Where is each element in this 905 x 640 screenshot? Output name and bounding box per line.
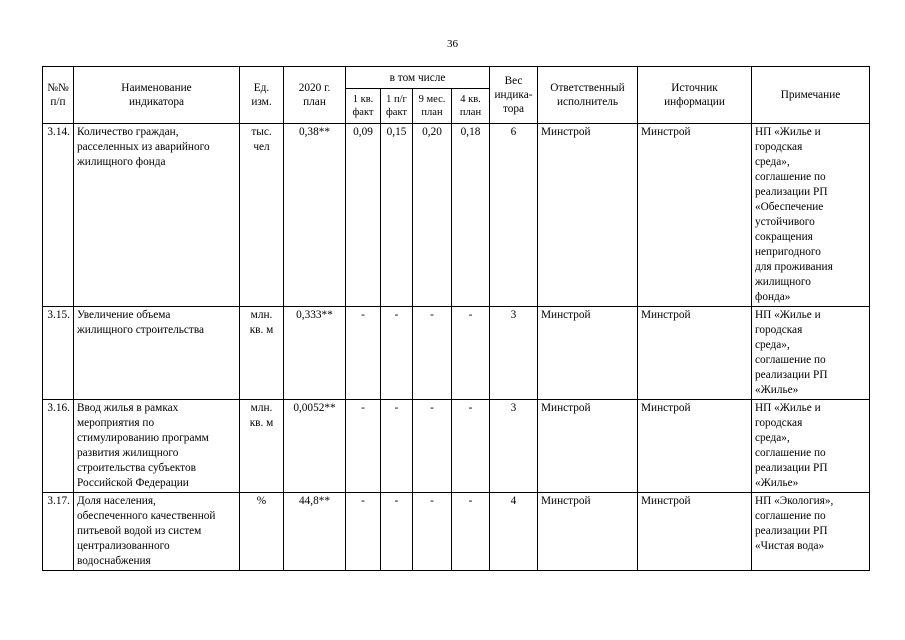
row-num: 3.16. — [43, 400, 74, 493]
header-q4: 4 кв. план — [452, 89, 490, 124]
row-responsible: Минстрой — [538, 400, 638, 493]
row-source: Минстрой — [638, 307, 752, 400]
row-num: 3.15. — [43, 307, 74, 400]
row-note: НП «Жилье и городская среда», соглашение по реализации РП «Жилье» — [752, 400, 870, 493]
row-responsible: Минстрой — [538, 493, 638, 571]
table-row — [43, 124, 870, 307]
row-plan: 0,38** — [284, 124, 346, 307]
row-plan: 0,333** — [284, 307, 346, 400]
page-number: 36 — [447, 38, 458, 50]
row-name: Доля населения, обеспеченного качественной питьевой водой из систем централизованного водоснабжения — [74, 493, 240, 571]
header-source: Источник информации — [638, 67, 752, 124]
row-q4: 0,18 — [452, 124, 490, 307]
row-weight: 6 — [490, 124, 538, 307]
row-q1: - — [346, 307, 381, 400]
row-note: НП «Жилье и городская среда», соглашение по реализации РП «Жилье» — [752, 307, 870, 400]
row-m9: - — [413, 400, 452, 493]
table-row — [43, 493, 870, 571]
row-q4: - — [452, 493, 490, 571]
row-q4: - — [452, 400, 490, 493]
table-row — [43, 307, 870, 400]
header-name: Наименование индикатора — [74, 67, 240, 124]
header-plan: 2020 г. план — [284, 67, 346, 124]
row-unit: тыс. чел — [240, 124, 284, 307]
row-note: НП «Экология», соглашение по реализации РП «Чистая вода» — [752, 493, 870, 571]
table-row — [43, 400, 870, 493]
header-note: Примечание — [752, 67, 870, 124]
row-unit: % — [240, 493, 284, 571]
row-q1: - — [346, 400, 381, 493]
row-weight: 4 — [490, 493, 538, 571]
row-name: Количество граждан, расселенных из аварийного жилищного фонда — [74, 124, 240, 307]
row-unit: млн. кв. м — [240, 307, 284, 400]
header-group: в том числе — [346, 67, 490, 89]
row-num: 3.17. — [43, 493, 74, 571]
row-name: Ввод жилья в рамках мероприятия по стимулированию программ развития жилищного строительства субъектов Российской Федерации — [74, 400, 240, 493]
row-source: Минстрой — [638, 493, 752, 571]
row-weight: 3 — [490, 307, 538, 400]
header-m9: 9 мес. план — [413, 89, 452, 124]
row-source: Минстрой — [638, 124, 752, 307]
row-m9: - — [413, 493, 452, 571]
row-plan: 44,8** — [284, 493, 346, 571]
header-unit: Ед. изм. — [240, 67, 284, 124]
row-h1: - — [381, 493, 413, 571]
row-q1: - — [346, 493, 381, 571]
row-name: Увеличение объема жилищного строительства — [74, 307, 240, 400]
row-num: 3.14. — [43, 124, 74, 307]
row-unit: млн. кв. м — [240, 400, 284, 493]
row-h1: 0,15 — [381, 124, 413, 307]
header-weight: Вес индика- тора — [490, 67, 538, 124]
row-source: Минстрой — [638, 400, 752, 493]
header-num: №№ п/п — [43, 67, 74, 124]
row-responsible: Минстрой — [538, 307, 638, 400]
row-m9: - — [413, 307, 452, 400]
indicators-table — [42, 66, 870, 571]
table-body — [43, 124, 870, 571]
row-h1: - — [381, 400, 413, 493]
row-plan: 0,0052** — [284, 400, 346, 493]
row-q4: - — [452, 307, 490, 400]
row-m9: 0,20 — [413, 124, 452, 307]
row-q1: 0,09 — [346, 124, 381, 307]
header-q1: 1 кв. факт — [346, 89, 381, 124]
row-responsible: Минстрой — [538, 124, 638, 307]
row-weight: 3 — [490, 400, 538, 493]
row-note: НП «Жилье и городская среда», соглашение по реализации РП «Обеспечение устойчивого сокращения непригодного для проживания жилищного фонда» — [752, 124, 870, 307]
header-responsible: Ответственный исполнитель — [538, 67, 638, 124]
row-h1: - — [381, 307, 413, 400]
header-h1: 1 п/г факт — [381, 89, 413, 124]
